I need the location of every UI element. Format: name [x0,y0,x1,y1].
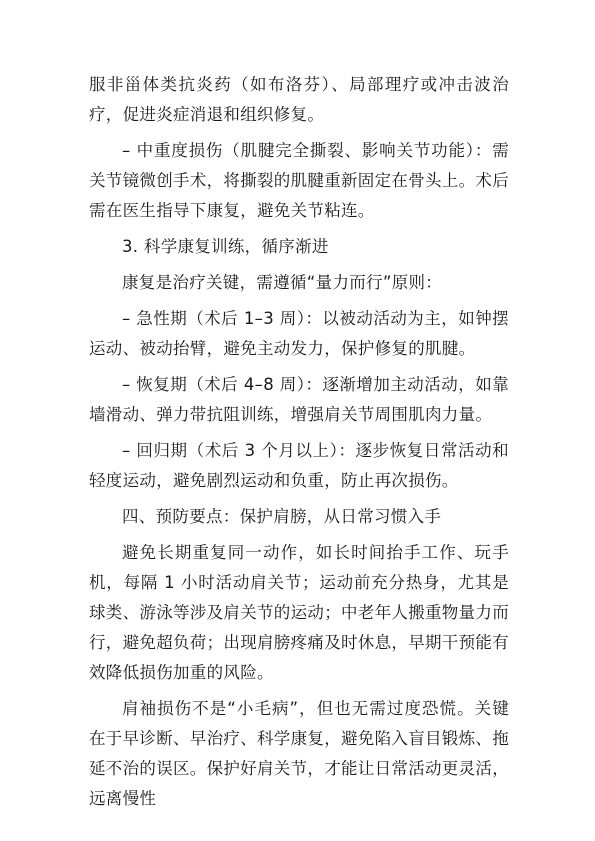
paragraph-rehab-principle: 康复是治疗关键，需遵循“量力而行”原则： [122,273,443,292]
paragraph-prevention-habits: 避免长期重复同一动作，如长时间抬手工作、玩手机，每隔 1 小时活动肩关节；运动前充分热身，尤其是球类、游泳等涉及肩关节的运动；中老年人搬重物量力而行，避免超负荷；出现肩膀疼痛及时休息，早期干预能有效降低损伤加重的风险。 [89,543,509,682]
paragraph-return-phase: – 回归期（术后 3 个月以上）：逐步恢复日常活动和轻度运动，避免剧烈运动和负重，防止再次损伤。 [89,441,509,490]
document-body [89,70,509,820]
paragraph-severe-injury: – 中重度损伤（肌腱完全撕裂、影响关节功能）：需关节镜微创手术，将撕裂的肌腱重新固定在骨头上。术后需在医生指导下康复，避免关节粘连。 [89,141,509,220]
paragraph-acute-phase: – 急性期（术后 1–3 周）：以被动活动为主，如钟摆运动、被动抬臂，避免主动发力，保护修复的肌腱。 [89,309,509,358]
section-heading-rehab: 3. 科学康复训练，循序渐进 [122,237,329,256]
paragraph-recovery-phase: – 恢复期（术后 4–8 周）：逐渐增加主动活动，如靠墙滑动、弹力带抗阻训练，增强肩关节周围肌肉力量。 [89,375,509,424]
paragraph-treatment-continued: 服非甾体类抗炎药（如布洛芬）、局部理疗或冲击波治疗，促进炎症消退和组织修复。 [89,75,509,124]
paragraph-conclusion: 肩袖损伤不是“小毛病”，但也无需过度恐慌。关键在于早诊断、早治疗、科学康复，避免陷入盲目锻炼、拖延不治的误区。保护好肩关节，才能让日常活动更灵活，远离慢性 [89,699,509,808]
section-heading-prevention: 四、预防要点：保护肩膀，从日常习惯入手 [122,507,442,526]
